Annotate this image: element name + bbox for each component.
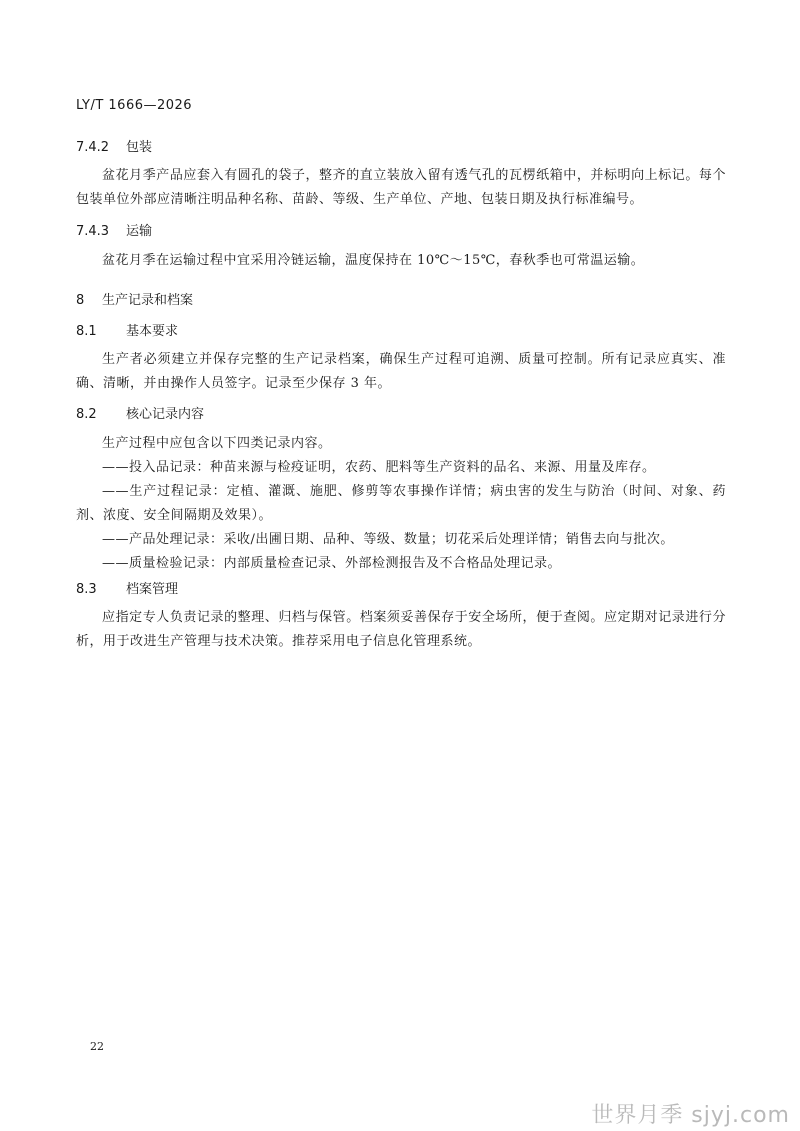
paragraph: 盆花月季产品应套入有圆孔的袋子，整齐的直立装放入留有透气孔的瓦楞纸箱中，并标明向上标记。每个包装单位外部应清晰注明品种名称、苗龄、等级、生产单位、产地、包装日期及执行标准编号。 [76,168,726,207]
page-number: 22 [90,1040,104,1053]
section-8-2 [76,405,726,425]
list-item: ——质量检验记录：内部质量检查记录、外部检测报告及不合格品处理记录。 [102,556,562,571]
section-7-4-2-body [76,164,726,212]
section-8-3-body [76,606,726,654]
list-item: ——产品处理记录：采收/出圃日期、品种、等级、数量；切花采后处理详情；销售去向与批次。 [102,532,674,547]
section-title: 核心记录内容 [126,407,205,422]
paragraph: 生产者必须建立并保存完整的生产记录档案，确保生产过程可追溯、质量可控制。所有记录应真实、准确、清晰，并由操作人员签字。记录至少保存 3 年。 [76,352,726,391]
paragraph: 生产过程中应包含以下四类记录内容。 [102,436,332,451]
watermark: 世界月季 sjyj.com [591,1103,790,1128]
section-title: 包装 [126,140,153,155]
section-number: 7.4.2 [76,140,110,155]
section-title: 运输 [126,224,153,239]
section-heading [76,580,726,600]
section-7-4-3 [76,222,726,242]
standard-code: LY/T 1666—2026 [76,98,193,113]
chapter-8 [76,291,726,311]
paragraph: 盆花月季在运输过程中宜采用冷链运输，温度保持在 10℃～15℃，春秋季也可常温运输。 [102,253,645,268]
section-heading [76,138,726,158]
section-number: 7.4.3 [76,224,110,239]
chapter-number: 8 [76,293,85,308]
section-heading [76,322,726,342]
list-item: ——生产过程记录：定植、灌溉、施肥、修剪等农事操作详情；病虫害的发生与防治（时间、对象、药剂、浓度、安全间隔期及效果）。 [76,484,726,523]
section-8-1 [76,322,726,342]
list-item: ——投入品记录：种苗来源与检疫证明，农药、肥料等生产资料的品名、来源、用量及库存。 [102,460,656,475]
section-7-4-2 [76,138,726,158]
section-number: 8.1 [76,324,97,339]
chapter-heading [76,291,726,311]
section-8-2-body [76,432,726,576]
section-8-3 [76,580,726,600]
section-heading [76,222,726,242]
chapter-title: 生产记录和档案 [102,293,194,308]
section-title: 档案管理 [126,582,179,597]
section-7-4-3-body [76,249,726,273]
section-title: 基本要求 [126,324,179,339]
section-number: 8.2 [76,407,97,422]
section-heading [76,405,726,425]
paragraph: 应指定专人负责记录的整理、归档与保管。档案须妥善保存于安全场所，便于查阅。应定期对记录进行分析，用于改进生产管理与技术决策。推荐采用电子信息化管理系统。 [76,610,726,649]
section-number: 8.3 [76,582,97,597]
section-8-1-body [76,348,726,396]
